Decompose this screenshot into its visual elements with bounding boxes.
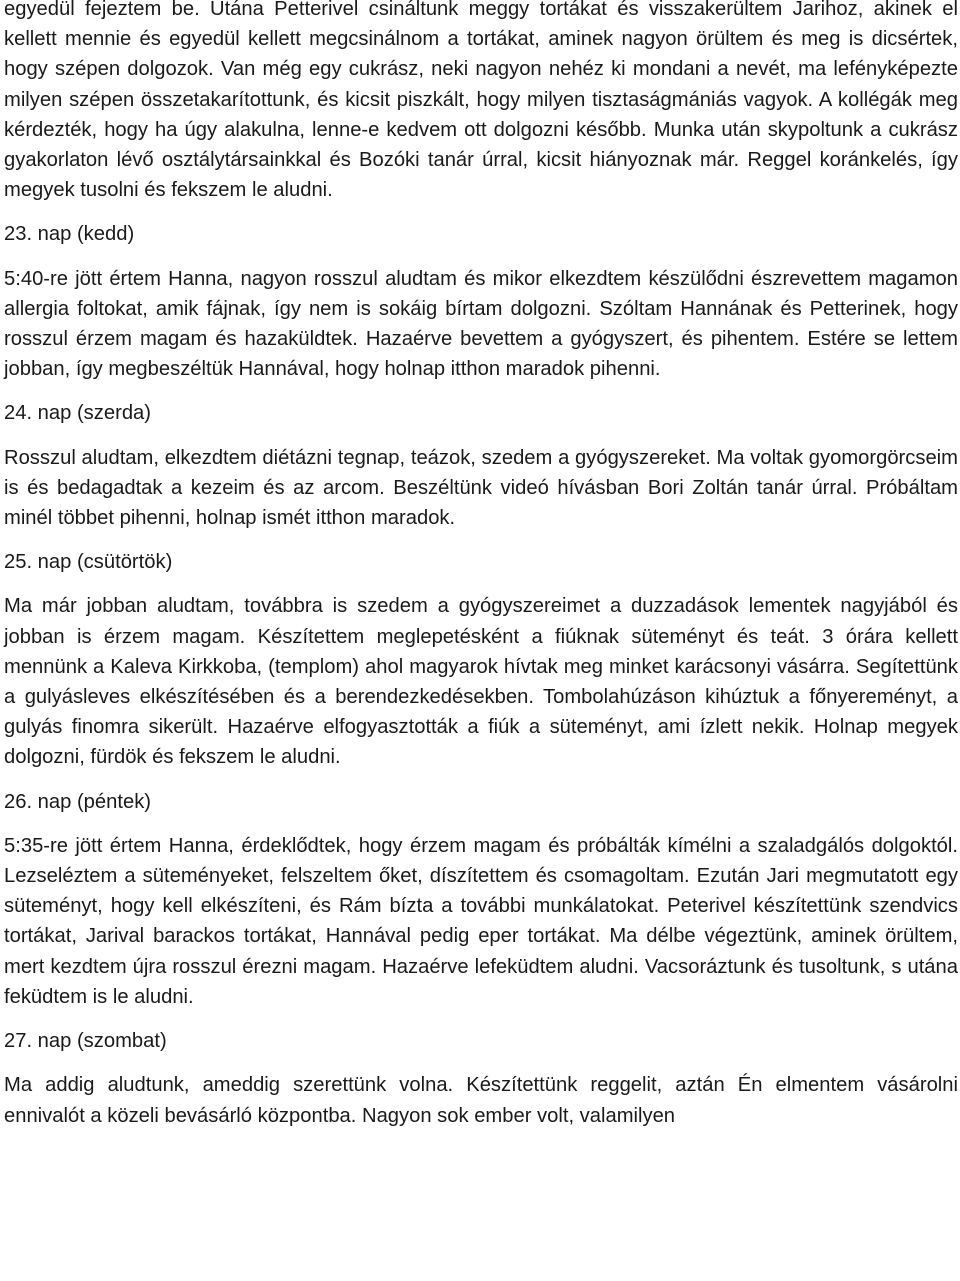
paragraph-day-24: Rosszul aludtam, elkezdtem diétázni tegnap, teázok, szedem a gyógyszereket. Ma voltak gyomorgörcseim is és bedagadtak a kezeim és az arcom. Beszéltünk videó hívásban Bori Zoltán tanár úrral. Próbáltam minél többet pihenni, holnap ismét itthon maradok. bbox=[4, 446, 958, 530]
paragraph-day-25: Ma már jobban aludtam, továbbra is szedem a gyógyszereimet a duzzadások lementek nagyjából és jobban is érzem magam. Készítettem meglepetésként a fiúknak süteményt és teát. 3 órára kellett mennünk a Kaleva Kirkkoba, (templom) ahol magyarok hívtak meg minket karácsonyi vásárra. Segítettünk a gulyásleves elkészítésében és a berendezkedésekben. Tombolahúzáson kihúztuk a főnyereményt, a gulyás finomra sikerült. Hazaérve elfogyasztották a fiúk a süteményt, ami ízlett nekik. Holnap megyek dolgozni, fürdök és fekszem le aludni. bbox=[4, 595, 958, 769]
paragraph-day-26: 5:35-re jött értem Hanna, érdeklődtek, hogy érzem magam és próbálták kímélni a szaladgálós dolgoktól. Lezseléztem a süteményeket, felszeltem őket, díszítettem és csomagoltam. Ezután Jari megmutatott egy süteményt, hogy kell elkészíteni, és Rám bízta a további munkálatokat. Peterivel készítettünk szendvics tortákat, Jarival barackos tortákat, Hannával pedig eper tortákat. Ma délbe végeztünk, aminek örültem, mert kezdtem újra rosszul érezni magam. Hazaérve lefeküdtem aludni. Vacsoráztunk és tusoltunk, s utána feküdtem is le aludni. bbox=[4, 834, 958, 1008]
paragraph-day-27: Ma addig aludtunk, ameddig szerettünk volna. Készítettünk reggelit, aztán Én elmentem vásárolni ennivalót a közeli bevásárló központba. Nagyon sok ember volt, valamilyen bbox=[4, 1074, 958, 1127]
paragraph-day-22-continued: egyedül fejeztem be. Utána Petterivel csináltunk meggy tortákat és visszakerültem Jarihoz, akinek el kellett mennie és egyedül kellett megcsinálnom a tortákat, aminek nagyon örültem és meg is dicsértek, hogy szépen dolgozok. Van még egy cukrász, neki nagyon nehéz ki mondani a nevét, ma lefényképezte milyen szépen összetakarítottunk, és kicsit piszkált, hogy milyen tisztaságmániás vagyok. A kollégák meg kérdezték, hogy ha úgy alakulna, lenne-e kedvem ott dolgozni később. Munka után skypoltunk a cukrász gyakorlaton lévő osztálytársainkkal és Bozóki tanár úrral, kicsit hiányoznak már. Reggel koránkelés, így megyek tusolni és fekszem le aludni. bbox=[4, 0, 958, 202]
day-24-heading: 24. nap (szerda) bbox=[4, 402, 152, 425]
day-25-heading: 25. nap (csütörtök) bbox=[4, 551, 173, 574]
paragraph-day-23: 5:40-re jött értem Hanna, nagyon rosszul aludtam és mikor elkezdtem készülődni észrevettem magamon allergia foltokat, amik fájnak, így nem is sokáig bírtam dolgozni. Szóltam Hannának és Petterinek, hogy rosszul érzem magam és hazaküldtek. Hazaérve bevettem a gyógyszert, és pihentem. Estére se lettem jobban, így megbeszéltük Hannával, hogy holnap itthon maradok pihenni. bbox=[4, 267, 958, 381]
day-26-heading: 26. nap (péntek) bbox=[4, 790, 152, 813]
document-page bbox=[4, 0, 958, 1131]
day-23-heading: 23. nap (kedd) bbox=[4, 223, 135, 246]
day-27-heading: 27. nap (szombat) bbox=[4, 1030, 167, 1053]
